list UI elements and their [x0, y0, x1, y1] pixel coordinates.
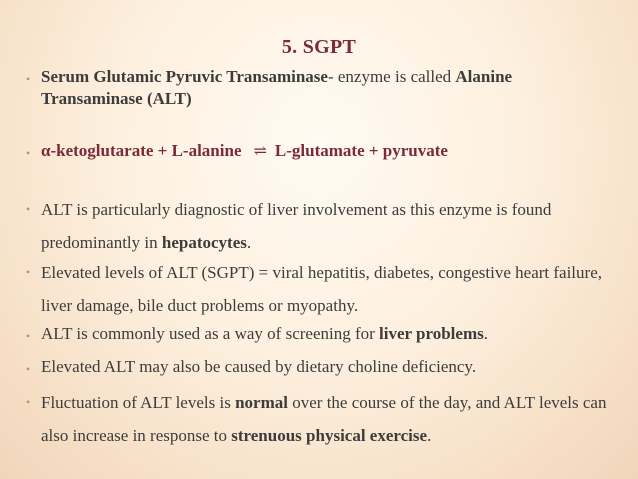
bullet-icon: • [26, 202, 31, 216]
bullet-icon: • [26, 362, 31, 376]
bullet-icon: • [26, 395, 31, 409]
bullet-icon: • [26, 146, 31, 160]
bullet-text-6: Elevated ALT may also be caused by dietary choline deficiency. [41, 357, 477, 376]
slide-title: 5. SGPT [281, 36, 357, 58]
equilibrium-arrow-icon: ⇌ [253, 143, 267, 160]
bullet-icon: • [26, 329, 31, 343]
equation-left: α-ketoglutarate + L-alanine [41, 141, 242, 160]
equation-line [41, 137, 611, 166]
bullet-icon: • [26, 72, 31, 86]
bullet-icon: • [26, 265, 31, 279]
equation-right: L-glutamate + pyruvate [274, 141, 448, 160]
bullet-text-1: Serum Glutamic Pyruvic Transaminase- enzyme is called Alanine Transaminase (ALT) [41, 67, 513, 108]
bullet-text-3: ALT is particularly diagnostic of liver involvement as this enzyme is found predominantly in hepatocytes. [41, 200, 552, 252]
bullet-text-4: Elevated levels of ALT (SGPT) = viral hepatitis, diabetes, congestive heart failure, liver damage, bile duct problems or myopathy. [41, 263, 602, 315]
bullet-text-5: ALT is commonly used as a way of screening for liver problems. [41, 324, 488, 343]
bullet-text-7: Fluctuation of ALT levels is normal over the course of the day, and ALT levels can also increase in response to strenuous physical exercise. [41, 393, 607, 445]
